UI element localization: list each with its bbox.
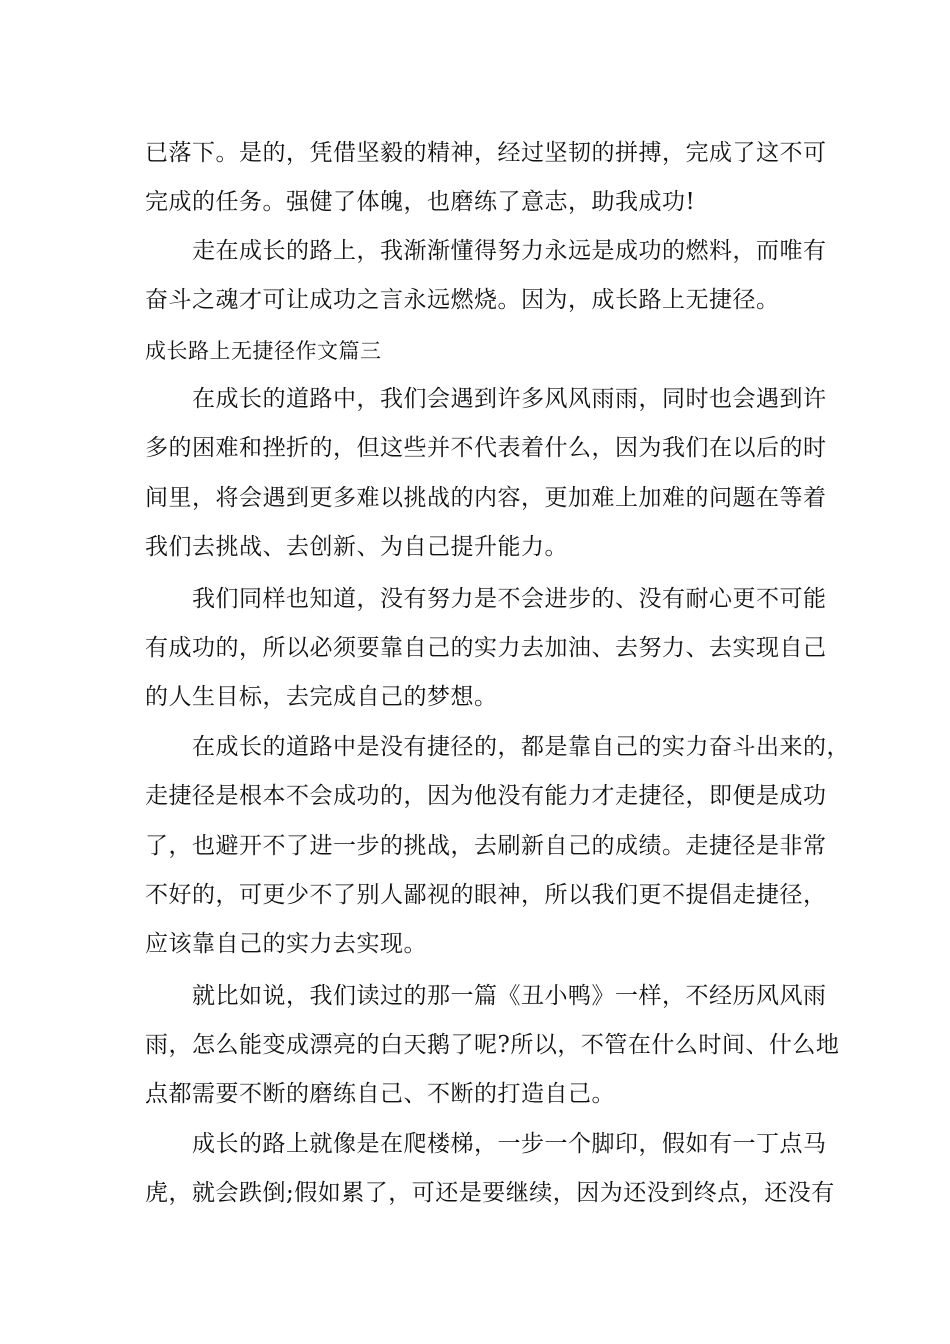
paragraph-start-line: 我们同样也知道，没有努力是不会进步的、没有耐心更不可能 (192, 586, 827, 612)
text-line: 多的困难和挫折的，但这些并不代表着什么，因为我们在以后的时 (145, 435, 827, 461)
text-line: 间里，将会遇到更多难以挑战的内容，更加难上加难的问题在等着 (145, 485, 827, 511)
text-line: 走捷径是根本不会成功的，因为他没有能力才走捷径，即便是成功 (145, 783, 827, 809)
section-heading: 成长路上无捷径作文篇三 (145, 339, 382, 363)
text-line: 奋斗之魂才可让成功之言永远燃烧。因为，成长路上无捷径。 (145, 287, 780, 313)
text-line: 已落下。是的，凭借坚毅的精神，经过坚韧的拼搏，完成了这不可 (145, 140, 827, 166)
text-line: 了，也避开不了进一步的挑战，去刷新自己的成绩。走捷径是非常 (145, 833, 827, 859)
text-line: 雨，怎么能变成漂亮的白天鹅了呢?所以，不管在什么时间、什么地 (145, 1032, 840, 1058)
text-line: 点都需要不断的磨练自己、不断的打造自己。 (145, 1081, 615, 1107)
text-line: 应该靠自己的实力去实现。 (145, 931, 427, 957)
text-line: 不好的，可更少不了别人鄙视的眼神，所以我们更不提倡走捷径， (145, 882, 827, 908)
text-line: 有成功的，所以必须要靠自己的实力去加油、去努力、去实现自己 (145, 635, 827, 661)
text-line: 虎，就会跌倒;假如累了，可还是要继续，因为还没到终点，还没有 (145, 1180, 835, 1206)
paragraph-start-line: 成长的路上就像是在爬楼梯，一步一个脚印，假如有一丁点马 (192, 1131, 827, 1157)
text-line: 的人生目标，去完成自己的梦想。 (145, 684, 498, 710)
paragraph-start-line: 在成长的道路中，我们会遇到许多风风雨雨，同时也会遇到许 (192, 386, 827, 412)
paragraph-start-line: 在成长的道路中是没有捷径的，都是靠自己的实力奋斗出来的， (192, 734, 850, 760)
text-line: 完成的任务。强健了体魄，也磨练了意志，助我成功! (145, 189, 696, 215)
text-line: 我们去挑战、去创新、为自己提升能力。 (145, 534, 568, 560)
paragraph-start-line: 走在成长的路上，我渐渐懂得努力永远是成功的燃料，而唯有 (192, 238, 827, 264)
paragraph-start-line: 就比如说，我们读过的那一篇《丑小鸭》一样，不经历风风雨 (192, 983, 827, 1009)
